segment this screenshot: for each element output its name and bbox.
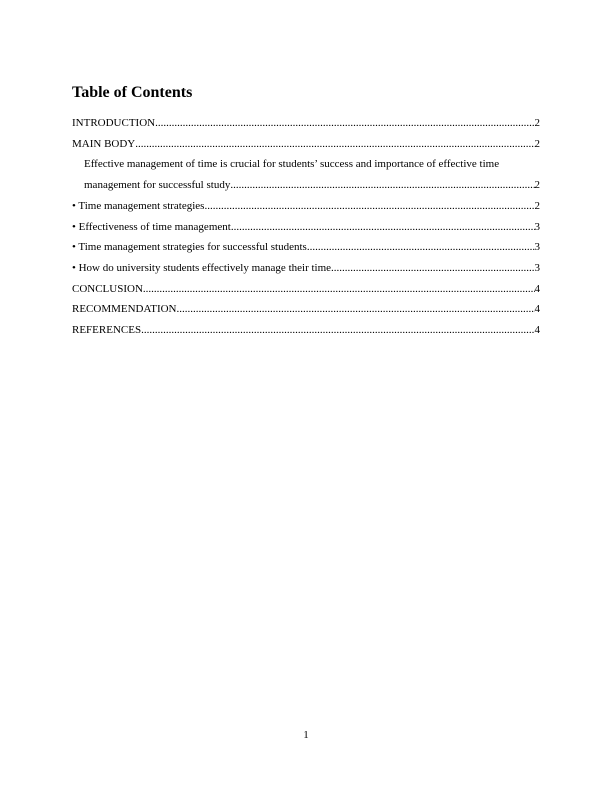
toc-entry-text: CONCLUSION — [72, 282, 143, 295]
toc-entry-text: • Time management strategies for successful students — [72, 241, 307, 254]
toc-entry-text: • How do university students effectively manage their time — [72, 261, 332, 274]
toc-item — [72, 237, 540, 258]
toc-link-how-students-manage-time[interactable] — [72, 258, 540, 279]
toc-link-main-body[interactable] — [72, 134, 540, 155]
toc-entry-text: RECOMMENDATION — [72, 303, 177, 316]
toc-item — [72, 258, 540, 279]
toc-item — [72, 154, 540, 195]
dot-leader — [141, 320, 534, 341]
toc-entry-text: INTRODUCTION — [72, 117, 156, 129]
toc-item — [72, 134, 540, 155]
toc-page-number: 4 — [534, 324, 540, 337]
dot-leader — [204, 196, 534, 217]
toc-page-number: 3 — [534, 241, 540, 254]
toc-link-references[interactable] — [72, 320, 540, 341]
dot-leader — [230, 175, 534, 196]
toc-link-time-management-strategies[interactable] — [72, 196, 540, 217]
toc-entry-text: • Effectiveness of time management — [72, 220, 231, 233]
toc-page-number: 2 — [534, 117, 540, 129]
dot-leader — [231, 217, 535, 238]
toc-link-effective-management[interactable] — [72, 154, 540, 195]
toc-page-number: 3 — [534, 220, 540, 233]
dot-leader — [307, 237, 535, 258]
toc-item — [72, 279, 540, 300]
toc-item — [72, 196, 540, 217]
toc-page-number: 3 — [534, 261, 540, 274]
toc-heading: Table of Contents — [72, 84, 193, 101]
toc-link-introduction[interactable] — [72, 113, 540, 134]
dot-leader — [135, 134, 534, 155]
toc-item — [72, 299, 540, 320]
dot-leader — [331, 258, 534, 279]
toc-entry-text: REFERENCES — [72, 324, 142, 337]
toc-item — [72, 217, 540, 238]
dot-leader — [143, 279, 535, 300]
dot-leader — [155, 113, 534, 134]
toc-link-recommendation[interactable] — [72, 299, 540, 320]
toc-page-number: 2 — [534, 137, 540, 150]
toc-page-number: 2 — [534, 179, 540, 192]
toc-entry-text: MAIN BODY — [72, 137, 136, 150]
toc-page-number: 4 — [534, 282, 540, 295]
toc-link-effectiveness[interactable] — [72, 217, 540, 238]
toc-link-conclusion[interactable] — [72, 279, 540, 300]
toc-entry-text: Effective management of time is crucial for students’ success and importance of effective time — [84, 158, 500, 171]
toc-page-number: 2 — [534, 199, 540, 212]
toc-link-strategies-successful-students[interactable] — [72, 237, 540, 258]
table-of-contents — [72, 113, 540, 341]
toc-entry-text-continued: management for successful study — [84, 179, 231, 192]
toc-item — [72, 113, 540, 134]
toc-item — [72, 320, 540, 341]
page-number-footer: 1 — [303, 729, 309, 741]
toc-page-number: 4 — [534, 303, 540, 316]
toc-entry-text: • Time management strategies — [72, 199, 205, 212]
dot-leader — [177, 299, 535, 320]
